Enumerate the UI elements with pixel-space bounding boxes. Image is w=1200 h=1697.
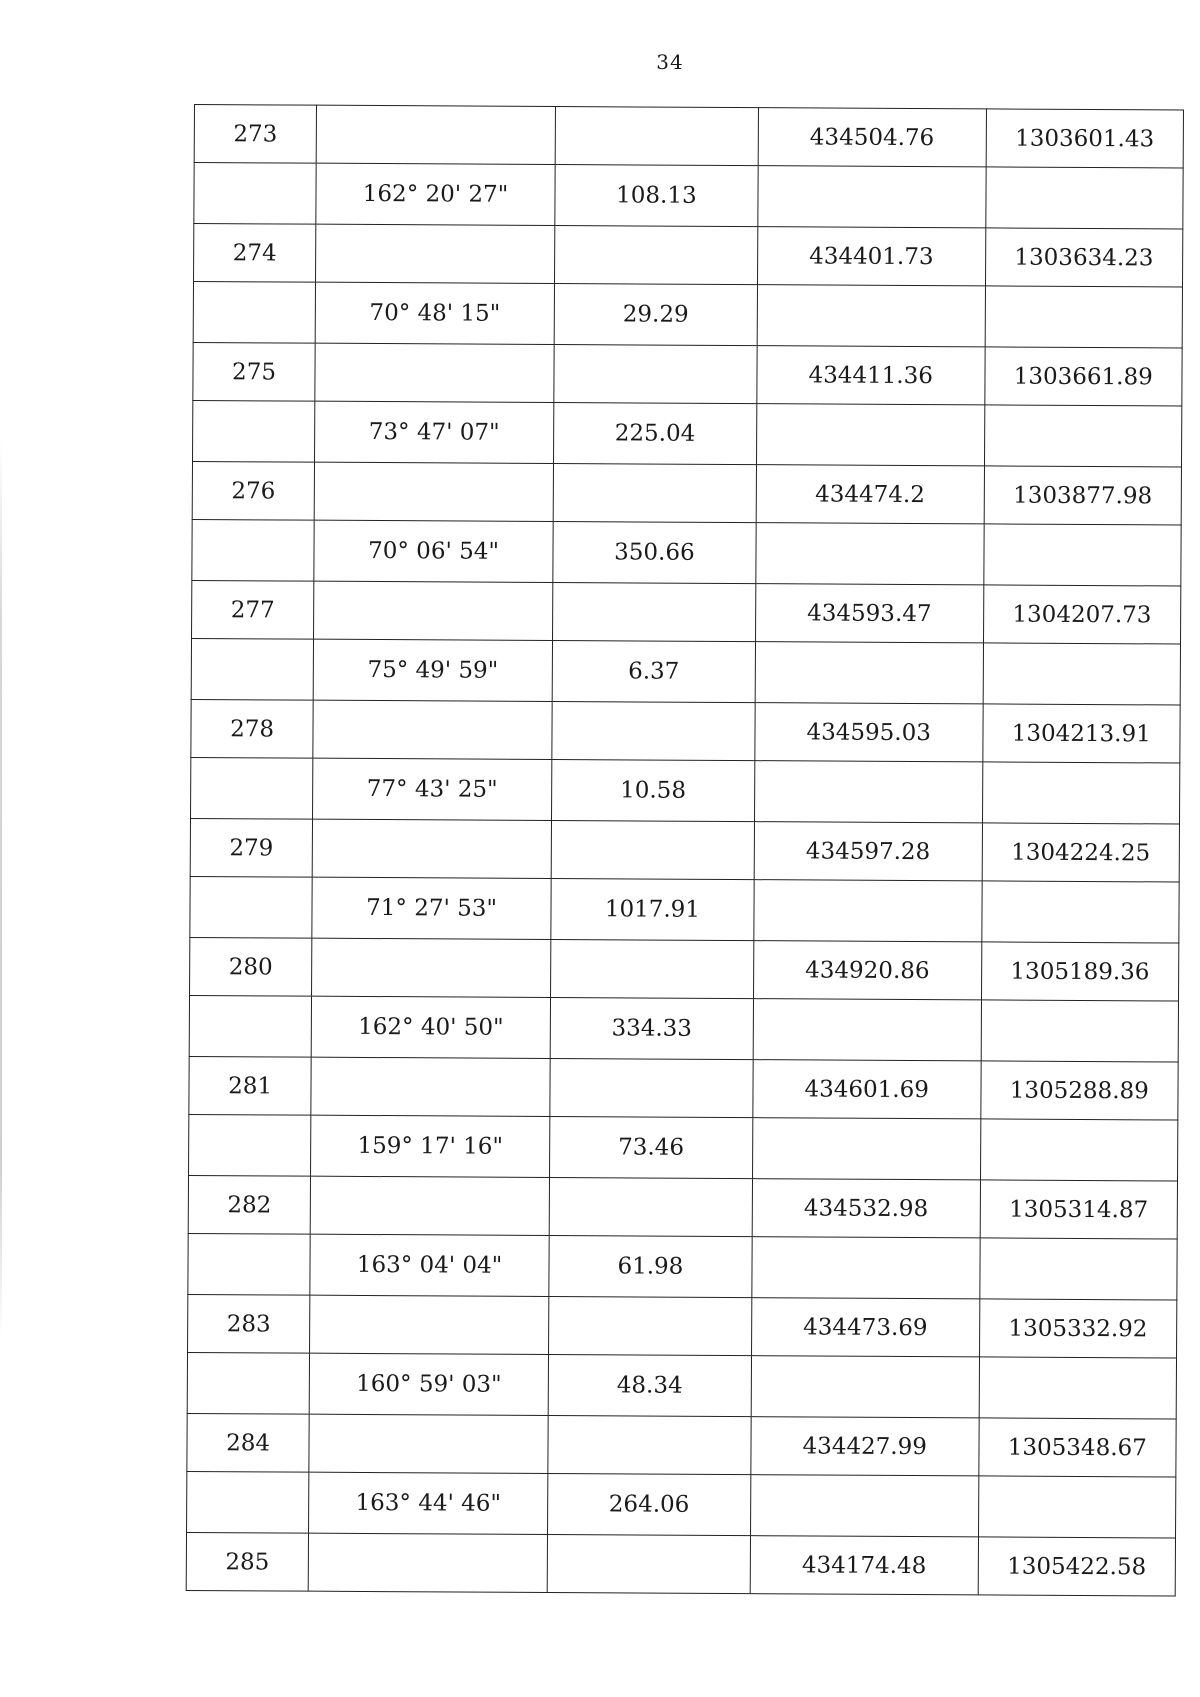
distance-cell: 10.58 [552,760,755,822]
bearing-cell: 70° 06' 54" [314,520,553,582]
northing-cell [754,880,982,942]
station-cell [189,995,311,1057]
distance-cell: 334.33 [550,998,753,1060]
table-row-leg [191,638,1180,705]
table-row-station [192,461,1181,525]
station-cell: 281 [189,1056,311,1115]
northing-cell: 434427.99 [751,1417,979,1476]
station-cell [193,282,315,344]
northing-cell [757,285,985,347]
northing-cell: 434597.28 [754,822,982,881]
distance-cell [553,583,756,642]
station-cell: 284 [187,1413,309,1472]
distance-cell [550,1059,753,1118]
page-number: 34 [656,50,684,74]
station-cell: 276 [192,461,314,520]
distance-cell: 6.37 [552,641,755,703]
easting-cell [981,1000,1179,1062]
table-row-leg [187,1471,1176,1538]
northing-cell [753,999,981,1061]
bearing-cell [315,343,554,402]
station-cell [191,757,313,819]
table-row-station [191,699,1180,763]
bearing-cell [312,819,551,878]
easting-cell: 1304224.25 [982,823,1180,882]
bearing-cell: 162° 20' 27" [316,163,555,225]
station-cell: 273 [194,105,316,164]
distance-cell [554,345,757,404]
station-cell [187,1352,309,1414]
distance-cell: 29.29 [554,284,757,346]
bearing-cell [316,105,555,164]
table-row-leg [189,1114,1178,1181]
easting-cell [983,643,1181,705]
distance-cell: 108.13 [555,165,758,227]
distance-cell [551,821,754,880]
distance-cell: 61.98 [549,1236,752,1298]
bearing-cell: 70° 48' 15" [315,282,554,344]
easting-cell: 1305422.58 [978,1537,1176,1596]
easting-cell: 1303877.98 [984,466,1182,525]
bearing-cell: 163° 44' 46" [309,1472,548,1534]
table-row-leg [188,1233,1177,1300]
distance-cell [548,1415,751,1474]
table-row-station [187,1413,1176,1477]
distance-cell [555,107,758,166]
easting-cell [979,1357,1177,1419]
easting-cell: 1305189.36 [981,942,1179,1001]
easting-cell: 1304207.73 [983,585,1181,644]
table-row-station [186,1532,1175,1596]
easting-cell [985,286,1183,348]
station-cell: 282 [188,1175,310,1234]
table-row-station [188,1175,1177,1239]
easting-cell [981,881,1179,943]
table-row-station [190,937,1179,1001]
table-row-station [188,1294,1177,1358]
distance-cell [552,702,755,761]
distance-cell: 350.66 [553,522,756,584]
easting-cell: 1304213.91 [982,704,1180,763]
station-cell [188,1233,310,1295]
station-cell [193,400,315,462]
distance-cell [549,1178,752,1237]
northing-cell [752,1237,980,1299]
easting-cell [980,1119,1178,1181]
bearing-cell [308,1533,547,1592]
northing-cell [754,761,982,823]
northing-cell [750,1475,978,1537]
easting-cell: 1305348.67 [978,1418,1176,1477]
table-row-leg [192,519,1181,586]
easting-cell [983,524,1181,586]
northing-cell: 434411.36 [757,346,985,405]
distance-cell: 73.46 [550,1117,753,1179]
bearing-cell [311,1057,550,1116]
northing-cell [758,166,986,228]
station-cell: 278 [191,699,313,758]
northing-cell [751,1356,979,1418]
bearing-cell [313,700,552,759]
easting-cell [978,1476,1176,1538]
bearing-cell [316,224,555,283]
distance-cell: 48.34 [548,1354,751,1416]
station-cell: 275 [193,342,315,401]
distance-cell: 225.04 [554,403,757,465]
easting-cell: 1305314.87 [980,1180,1178,1239]
table-row-leg [193,282,1182,349]
distance-cell [551,940,754,999]
table-row-station [193,342,1182,406]
table-row-leg [194,163,1183,230]
station-cell [189,1114,311,1176]
scan-edge-shadow [0,440,2,1340]
easting-cell [979,1238,1177,1300]
distance-cell [547,1534,750,1593]
station-cell: 277 [192,580,314,639]
station-cell: 285 [186,1532,308,1591]
bearing-cell [310,1295,549,1354]
northing-cell: 434593.47 [755,584,983,643]
table-row-station [189,1056,1178,1120]
distance-cell: 264.06 [548,1473,751,1535]
station-cell [192,519,314,581]
distance-cell: 1017.91 [551,879,754,941]
distance-cell [549,1297,752,1356]
bearing-cell [309,1414,548,1473]
station-cell: 279 [190,818,312,877]
table-row-station [192,580,1181,644]
easting-cell [982,762,1180,824]
bearing-cell: 77° 43' 25" [313,758,552,820]
easting-cell [984,405,1182,467]
station-cell: 280 [190,937,312,996]
table-row-leg [190,876,1179,943]
distance-cell [553,464,756,523]
easting-cell: 1303634.23 [985,228,1183,287]
table-row-leg [189,995,1178,1062]
northing-cell: 434504.76 [758,108,986,167]
easting-cell: 1303661.89 [984,347,1182,406]
northing-cell: 434473.69 [751,1298,979,1357]
northing-cell: 434474.2 [756,465,984,524]
northing-cell: 434595.03 [755,703,983,762]
bearing-cell: 73° 47' 07" [315,401,554,463]
northing-cell: 434174.48 [750,1536,978,1595]
table-row-station [190,818,1179,882]
bearing-cell [314,462,553,521]
northing-cell [752,1118,980,1180]
easting-cell [985,167,1183,229]
table-row-station [194,105,1183,169]
station-cell [191,638,313,700]
easting-cell: 1305332.92 [979,1299,1177,1358]
distance-cell [555,226,758,285]
bearing-cell [312,938,551,997]
station-cell [187,1471,309,1533]
station-cell [194,163,316,225]
table-body [186,105,1183,1597]
table-row-leg [191,757,1180,824]
northing-cell [755,642,983,704]
bearing-cell [314,581,553,640]
northing-cell [756,523,984,585]
northing-cell: 434532.98 [752,1179,980,1238]
bearing-cell: 160° 59' 03" [309,1353,548,1415]
station-cell [190,876,312,938]
bearing-cell: 163° 04' 04" [310,1234,549,1296]
northing-cell: 434920.86 [753,941,981,1000]
table-row-station [194,224,1183,288]
bearing-cell: 71° 27' 53" [312,877,551,939]
northing-cell: 434401.73 [757,227,985,286]
station-cell: 274 [194,224,316,283]
northing-cell: 434601.69 [753,1060,981,1119]
easting-cell: 1305288.89 [980,1061,1178,1120]
survey-coordinates-table [186,104,1184,1597]
bearing-cell: 159° 17' 16" [311,1115,550,1177]
easting-cell: 1303601.43 [986,109,1184,168]
northing-cell [756,404,984,466]
bearing-cell [310,1176,549,1235]
bearing-cell: 75° 49' 59" [313,639,552,701]
table-row-leg [187,1352,1176,1419]
table-row-leg [193,400,1182,467]
station-cell: 283 [188,1294,310,1353]
bearing-cell: 162° 40' 50" [311,996,550,1058]
